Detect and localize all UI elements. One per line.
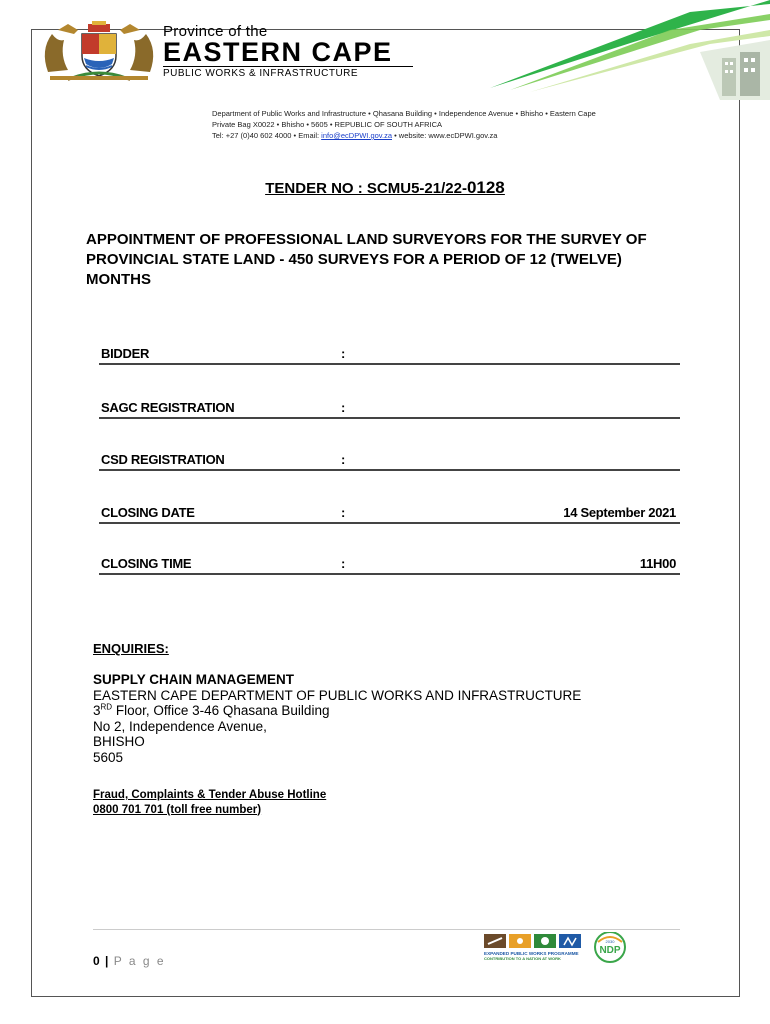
field-colon: : — [341, 400, 346, 415]
page-number — [93, 954, 166, 968]
field-label: CLOSING DATE — [101, 505, 195, 520]
ndp-year: 2030 — [605, 939, 615, 944]
contact-floor — [93, 703, 581, 719]
enquiries-contact — [93, 672, 581, 765]
page-number-value: 0 — [93, 954, 100, 968]
field-colon: : — [341, 346, 346, 361]
tender-number-heading — [0, 178, 770, 198]
contact-org: SUPPLY CHAIN MANAGEMENT — [93, 672, 295, 687]
tender-prefix: TENDER NO : SCMU5-21/22- — [265, 180, 467, 197]
hotline-number[interactable]: 0800 701 701 (toll free number) — [93, 803, 262, 816]
province-line: Province of the — [163, 23, 268, 40]
bidder-field[interactable] — [99, 341, 680, 365]
department-logo-text — [163, 24, 413, 80]
hotline-title: Fraud, Complaints & Tender Abuse Hotline — [93, 789, 327, 801]
closing-date-field — [99, 500, 680, 524]
field-label: BIDDER — [101, 346, 150, 361]
contact-code: 5605 — [93, 749, 124, 765]
department-name: PUBLIC WORKS & INFRASTRUCTURE — [163, 66, 413, 80]
closing-date-value: 14 September 2021 — [563, 505, 676, 520]
ndp-text: NDP — [599, 945, 621, 956]
page-separator: | — [105, 954, 109, 968]
floor-suffix: RD — [100, 702, 113, 712]
appointment-title: APPOINTMENT OF PROFESSIONAL LAND SURVEYORS FOR THE SURVEY OF PROVINCIAL STATE LAND - 450 SURVEYS FOR A PERIOD OF 12 (TWELVE) MONTHS — [86, 231, 647, 288]
fraud-hotline — [93, 788, 326, 817]
closing-time-value: 11H00 — [639, 556, 676, 571]
header-banner-graphic — [490, 0, 770, 100]
floor-office: Floor, Office 3-46 Qhasana Building — [112, 703, 330, 718]
sagc-registration-field[interactable] — [99, 395, 680, 419]
tender-number: 0128 — [466, 178, 505, 197]
contact-town: BHISHO — [93, 734, 145, 749]
contact-dept: EASTERN CAPE DEPARTMENT OF PUBLIC WORKS AND INFRASTRUCTURE — [93, 687, 582, 703]
address-line-1: Department of Public Works and Infrastructure • Qhasana Building • Independence Avenue • Bhisho • Eastern Cape — [212, 109, 596, 118]
field-colon: : — [341, 556, 346, 571]
field-label: CSD REGISTRATION — [101, 452, 225, 467]
epwp-line-2: CONTRIBUTION TO A NATION AT WORK — [484, 956, 561, 961]
page-word: P a g e — [113, 954, 166, 968]
field-label: SAGC REGISTRATION — [101, 400, 235, 415]
address-line-3 — [212, 130, 596, 141]
epwp-ndp-logos — [484, 932, 632, 966]
coat-of-arms-icon — [38, 20, 160, 82]
epwp-line-1: EXPANDED PUBLIC WORKS PROGRAMME — [484, 951, 579, 956]
footer-divider — [93, 929, 680, 930]
floor-number: 3 — [93, 703, 101, 718]
province-name: EASTERN CAPE — [163, 37, 393, 67]
phone-text: Tel: +27 (0)40 602 4000 • Email: — [212, 131, 322, 140]
field-label: CLOSING TIME — [101, 556, 192, 571]
field-colon: : — [341, 505, 346, 520]
csd-registration-field[interactable] — [99, 447, 680, 471]
contact-street: No 2, Independence Avenue, — [93, 718, 267, 734]
department-address — [212, 108, 596, 141]
address-line-2: Private Bag X0022 • Bhisho • 5605 • REPUBLIC OF SOUTH AFRICA — [212, 120, 443, 129]
field-colon: : — [341, 452, 346, 467]
closing-time-field — [99, 551, 680, 575]
email-link[interactable]: info@ecDPWI.gov.za — [321, 131, 392, 140]
enquiries-heading: ENQUIRIES: — [93, 641, 169, 656]
website-text: • website: www.ecDPWI.gov.za — [392, 131, 498, 140]
